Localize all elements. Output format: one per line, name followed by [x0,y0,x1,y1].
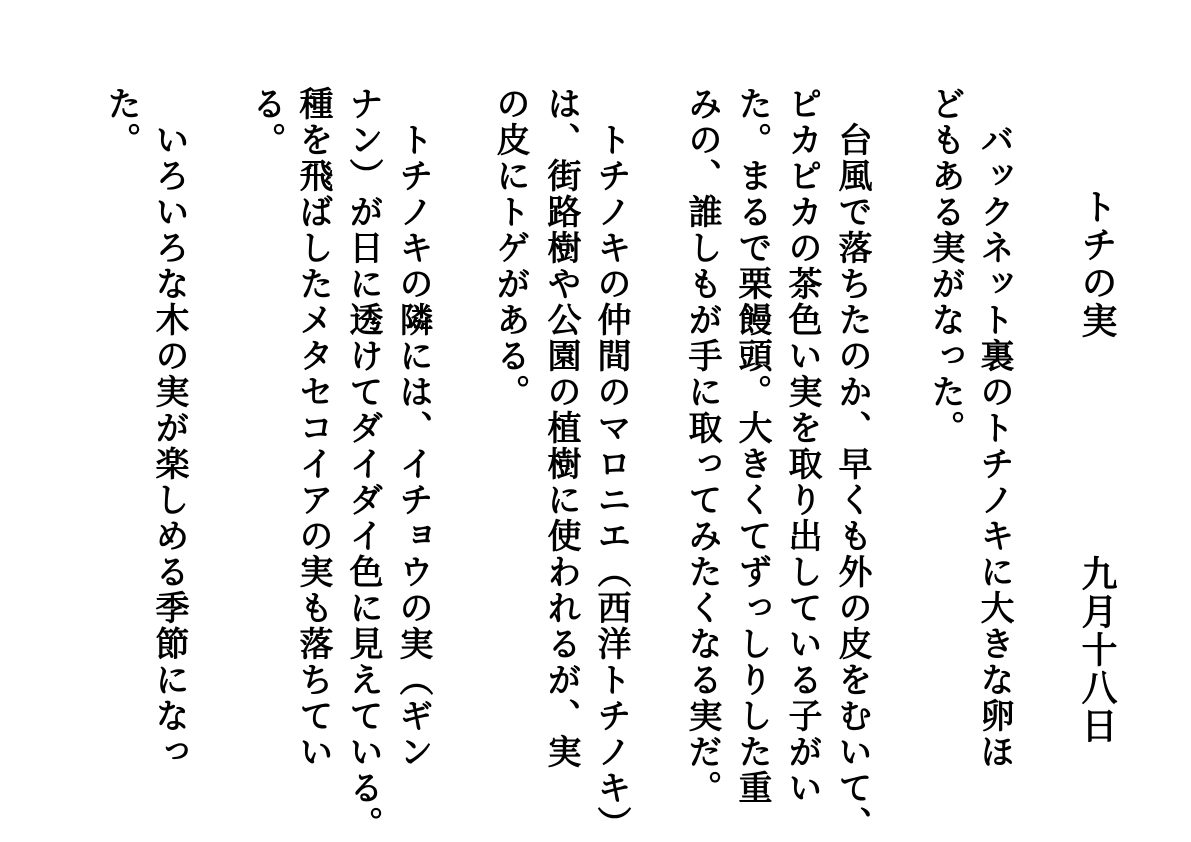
paragraph-3-line-3: の皮にトゲがある。 [490,86,530,410]
paragraph-2-line-2: ピカピカの茶色い実を取り出している子がい [782,86,822,806]
document-date: 九月十八日 [1076,555,1117,745]
paragraph-2-line-1: 台風で落ちたのか、早くも外の皮をむいて、 [832,122,872,842]
document-title: トチの実 [1076,188,1117,340]
paragraph-2-line-4: みの、誰しもが手に取ってみたくなる実だ。 [682,86,722,806]
paragraph-4-line-2: ナン）が日に透けてダイダイ色に見えている。 [343,86,383,842]
paragraph-4-line-4: る。 [246,86,286,158]
paragraph-1-line-2: どもある実がなった。 [925,86,965,446]
paragraph-3-line-2: は、街路樹や公園の植樹に使われるが、実 [541,86,581,770]
paragraph-4-line-3: 種を飛ばしたメタセコイアの実も落ちてい [293,86,333,770]
paragraph-4-line-1: トチノキの隣には、イチョウの実（ギン [393,122,433,770]
paragraph-5-line-2: た。 [101,86,141,158]
paragraph-3-line-1: トチノキの仲間のマロニエ（西洋トチノキ） [591,122,631,842]
paragraph-1-line-1: バックネット裏のトチノキに大きな卵ほ [974,122,1014,770]
paragraph-5-line-1: いろいろな木の実が楽しめる季節になっ [149,122,189,770]
paragraph-2-line-3: た。まるで栗饅頭。大きくてずっしりした重 [732,86,772,806]
